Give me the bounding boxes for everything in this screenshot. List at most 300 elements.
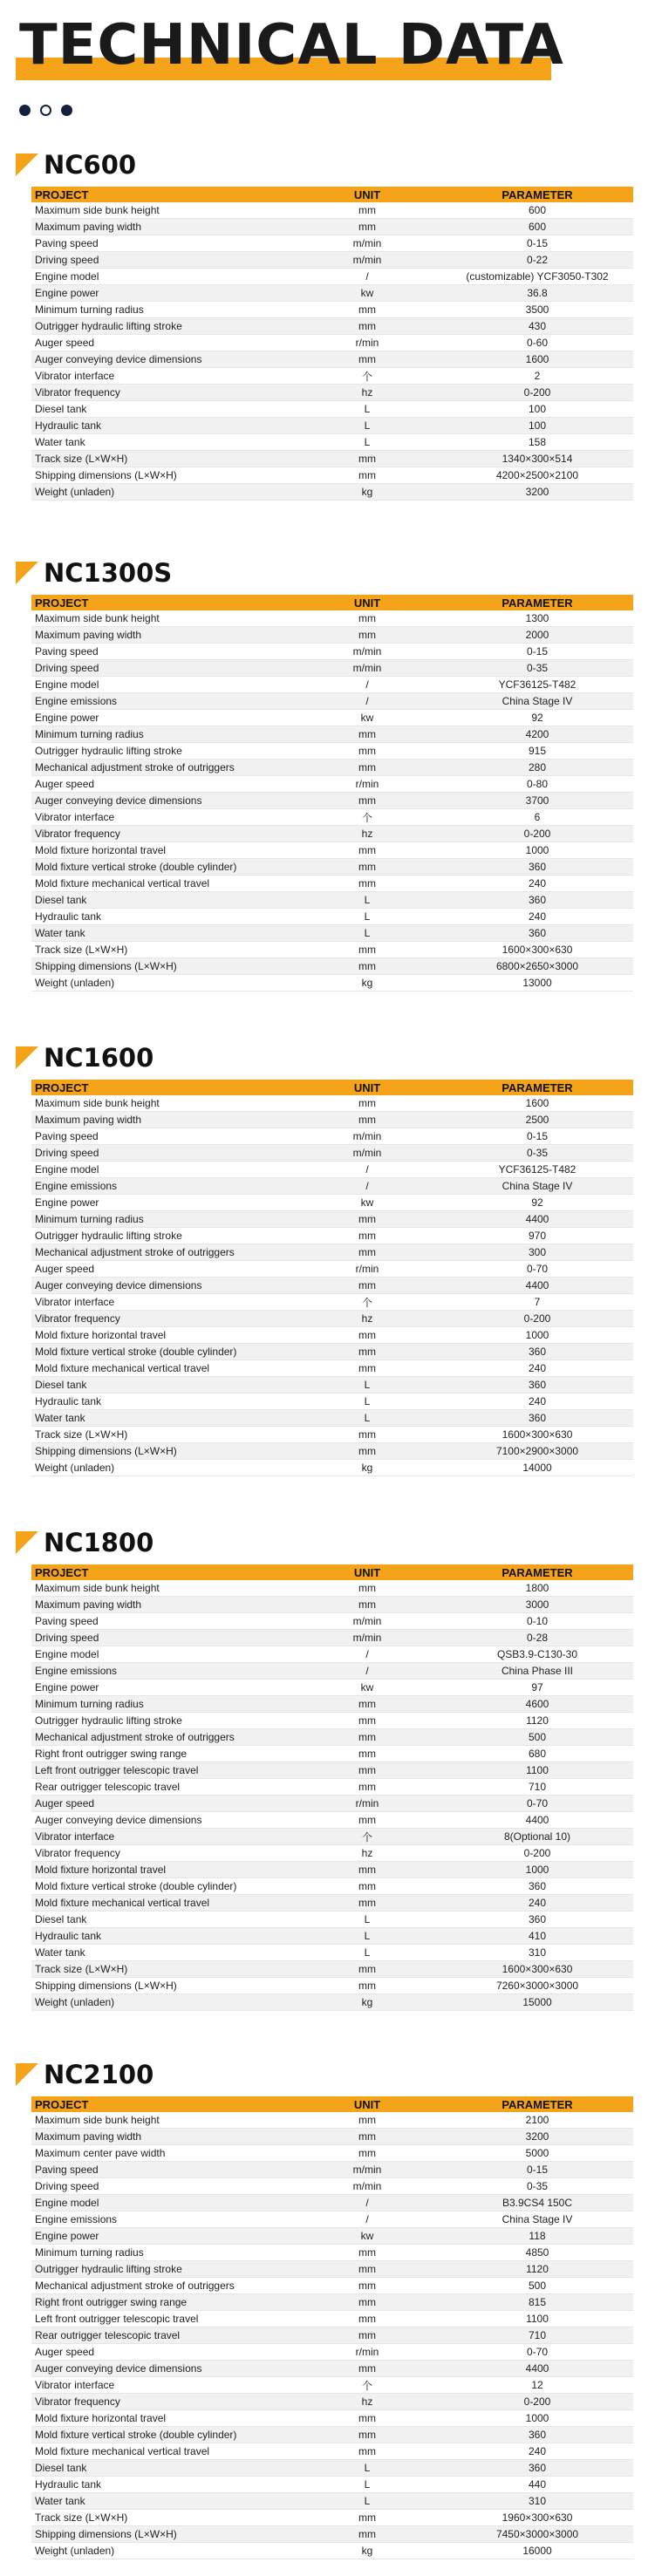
cell-parameter: 100 (441, 418, 633, 434)
table-row (31, 351, 633, 368)
cell-project: Engine power (31, 285, 293, 302)
cell-unit: mm (293, 1597, 441, 1613)
cell-unit: L (293, 925, 441, 942)
cell-project: Shipping dimensions (L×W×H) (31, 467, 293, 484)
table-row (31, 235, 633, 252)
cell-unit: mm (293, 1360, 441, 1377)
cell-project: Hydraulic tank (31, 1394, 293, 1410)
cell-unit: mm (293, 2261, 441, 2278)
cell-parameter: 0-35 (441, 2178, 633, 2195)
table-row (31, 269, 633, 285)
cell-unit: mm (293, 1878, 441, 1895)
cell-project: Diesel tank (31, 401, 293, 418)
table-row (31, 1145, 633, 1162)
cell-project: Outrigger hydraulic lifting stroke (31, 318, 293, 335)
cell-unit: L (293, 1928, 441, 1945)
table-row (31, 842, 633, 859)
table-row (31, 1162, 633, 1178)
table-row (31, 1377, 633, 1394)
cell-unit: kw (293, 710, 441, 726)
cell-parameter: 240 (441, 1895, 633, 1912)
cell-project: Minimum turning radius (31, 1211, 293, 1228)
cell-parameter: 13000 (441, 975, 633, 992)
cell-parameter: 1100 (441, 1762, 633, 1779)
cell-unit: 个 (293, 809, 441, 826)
cell-unit: m/min (293, 1613, 441, 1630)
table-row (31, 401, 633, 418)
cell-unit: / (293, 2211, 441, 2228)
cell-parameter: 240 (441, 1360, 633, 1377)
cell-project: Maximum paving width (31, 219, 293, 235)
table-row (31, 2410, 633, 2427)
cell-unit: mm (293, 219, 441, 235)
table-row (31, 202, 633, 219)
model-heading (0, 2058, 655, 2091)
header-unit: UNIT (293, 1564, 441, 1580)
cell-project: Maximum paving width (31, 627, 293, 644)
cell-parameter: 3700 (441, 793, 633, 809)
cell-unit: / (293, 269, 441, 285)
cell-project: Auger speed (31, 2344, 293, 2361)
cell-project: Track size (L×W×H) (31, 451, 293, 467)
cell-unit: / (293, 1162, 441, 1178)
header-project: PROJECT (31, 2096, 293, 2112)
table-header-row (31, 2096, 633, 2112)
cell-parameter: 1960×300×630 (441, 2510, 633, 2526)
cell-project: Weight (unladen) (31, 2543, 293, 2559)
cell-unit: mm (293, 1228, 441, 1244)
cell-unit: kw (293, 1680, 441, 1696)
cell-project: Engine power (31, 2228, 293, 2245)
cell-parameter: 3500 (441, 302, 633, 318)
table-row (31, 677, 633, 693)
table-row (31, 2394, 633, 2410)
cell-parameter: 2 (441, 368, 633, 385)
model-name: NC2100 (44, 2060, 154, 2089)
table-row (31, 302, 633, 318)
table-row (31, 1211, 633, 1228)
table-row (31, 385, 633, 401)
cell-parameter: 0-60 (441, 335, 633, 351)
cell-unit: / (293, 677, 441, 693)
table-row (31, 1244, 633, 1261)
cell-project: Mechanical adjustment stroke of outriggers (31, 1729, 293, 1746)
cell-unit: mm (293, 1762, 441, 1779)
cell-unit: mm (293, 610, 441, 627)
table-row (31, 2311, 633, 2327)
cell-parameter: 410 (441, 1928, 633, 1945)
cell-parameter: 6 (441, 809, 633, 826)
cell-unit: mm (293, 1746, 441, 1762)
cell-parameter: 0-200 (441, 2394, 633, 2410)
table-row (31, 2510, 633, 2526)
page-header (0, 0, 655, 131)
cell-parameter: 158 (441, 434, 633, 451)
table-row (31, 644, 633, 660)
table-row (31, 2327, 633, 2344)
cell-parameter: 36.8 (441, 285, 633, 302)
table-row (31, 760, 633, 776)
cell-parameter: (customizable) YCF3050-T302 (441, 269, 633, 285)
table-row (31, 793, 633, 809)
cell-project: Shipping dimensions (L×W×H) (31, 1443, 293, 1460)
cell-project: Maximum paving width (31, 1112, 293, 1128)
cell-project: Maximum paving width (31, 2129, 293, 2145)
dot-3-filled-icon (61, 105, 72, 116)
cell-unit: mm (293, 1427, 441, 1443)
cell-project: Track size (L×W×H) (31, 1427, 293, 1443)
cell-unit: mm (293, 2526, 441, 2543)
cell-project: Mechanical adjustment stroke of outriggers (31, 1244, 293, 1261)
cell-parameter: 360 (441, 1912, 633, 1928)
cell-project: Diesel tank (31, 892, 293, 909)
table-row (31, 1228, 633, 1244)
cell-parameter: 0-200 (441, 1311, 633, 1327)
cell-unit: L (293, 892, 441, 909)
table-row (31, 809, 633, 826)
cell-parameter: 1600×300×630 (441, 942, 633, 958)
cell-project: Auger speed (31, 335, 293, 351)
cell-unit: L (293, 1410, 441, 1427)
cell-project: Vibrator interface (31, 2377, 293, 2394)
cell-project: Mold fixture mechanical vertical travel (31, 876, 293, 892)
cell-parameter: B3.9CS4 150C (441, 2195, 633, 2211)
table-row (31, 1613, 633, 1630)
cell-parameter: 300 (441, 1244, 633, 1261)
cell-project: Minimum turning radius (31, 2245, 293, 2261)
cell-project: Engine model (31, 1646, 293, 1663)
cell-project: Rear outrigger telescopic travel (31, 1779, 293, 1796)
cell-parameter: 1300 (441, 610, 633, 627)
cell-parameter: 0-22 (441, 252, 633, 269)
cell-project: Engine power (31, 1680, 293, 1696)
cell-project: Auger speed (31, 1796, 293, 1812)
cell-parameter: 15000 (441, 1994, 633, 2011)
cell-unit: L (293, 1377, 441, 1394)
cell-project: Engine emissions (31, 2211, 293, 2228)
cell-parameter: 0-35 (441, 660, 633, 677)
cell-unit: kg (293, 2543, 441, 2559)
cell-project: Mechanical adjustment stroke of outriggers (31, 2278, 293, 2294)
corner-triangle-icon (16, 562, 38, 584)
cell-project: Water tank (31, 1945, 293, 1961)
cell-parameter: 240 (441, 1394, 633, 1410)
cell-unit: mm (293, 2327, 441, 2344)
page-title (19, 10, 564, 80)
cell-parameter: 0-200 (441, 826, 633, 842)
cell-project: Maximum side bunk height (31, 1580, 293, 1597)
table-row (31, 1580, 633, 1597)
cell-unit: mm (293, 942, 441, 958)
dot-2-hollow-icon (40, 105, 51, 116)
table-row (31, 1762, 633, 1779)
cell-project: Engine emissions (31, 693, 293, 710)
table-header-row (31, 595, 633, 610)
cell-unit: mm (293, 1895, 441, 1912)
cell-project: Weight (unladen) (31, 975, 293, 992)
cell-parameter: 360 (441, 1344, 633, 1360)
cell-unit: m/min (293, 252, 441, 269)
cell-parameter: 92 (441, 1195, 633, 1211)
cell-unit: mm (293, 1327, 441, 1344)
table-row (31, 958, 633, 975)
table-row (31, 1746, 633, 1762)
table-row (31, 1845, 633, 1862)
cell-unit: hz (293, 826, 441, 842)
cell-project: Paving speed (31, 644, 293, 660)
cell-parameter: 915 (441, 743, 633, 760)
model-name: NC1800 (44, 1528, 154, 1557)
table-row (31, 627, 633, 644)
cell-project: Mold fixture mechanical vertical travel (31, 2443, 293, 2460)
cell-parameter: 4200×2500×2100 (441, 467, 633, 484)
table-row (31, 693, 633, 710)
cell-project: Outrigger hydraulic lifting stroke (31, 1713, 293, 1729)
cell-parameter: 0-10 (441, 1613, 633, 1630)
corner-triangle-icon (16, 2063, 38, 2086)
cell-unit: m/min (293, 235, 441, 252)
table-row (31, 484, 633, 501)
cell-parameter: China Phase III (441, 1663, 633, 1680)
cell-parameter: 240 (441, 2443, 633, 2460)
table-row (31, 1410, 633, 1427)
cell-unit: mm (293, 2145, 441, 2162)
cell-project: Vibrator interface (31, 1829, 293, 1845)
table-row (31, 1945, 633, 1961)
cell-unit: mm (293, 1862, 441, 1878)
cell-project: Water tank (31, 2493, 293, 2510)
cell-unit: 个 (293, 1294, 441, 1311)
table-row (31, 660, 633, 677)
table-row (31, 467, 633, 484)
cell-unit: mm (293, 2361, 441, 2377)
cell-parameter: China Stage IV (441, 2211, 633, 2228)
cell-project: Vibrator frequency (31, 826, 293, 842)
cell-parameter: 360 (441, 892, 633, 909)
cell-unit: mm (293, 2510, 441, 2526)
table-row (31, 1630, 633, 1646)
cell-unit: mm (293, 760, 441, 776)
table-row (31, 1680, 633, 1696)
table-row (31, 1646, 633, 1663)
cell-parameter: 100 (441, 401, 633, 418)
cell-project: Mold fixture horizontal travel (31, 1862, 293, 1878)
table-row (31, 743, 633, 760)
cell-project: Mold fixture horizontal travel (31, 842, 293, 859)
cell-project: Shipping dimensions (L×W×H) (31, 2526, 293, 2543)
cell-parameter: 430 (441, 318, 633, 335)
cell-unit: hz (293, 1311, 441, 1327)
table-row (31, 2195, 633, 2211)
cell-unit: mm (293, 1580, 441, 1597)
table-row (31, 2129, 633, 2145)
table-row (31, 2211, 633, 2228)
model-name: NC600 (44, 150, 137, 180)
cell-parameter: 710 (441, 2327, 633, 2344)
cell-parameter: 1100 (441, 2311, 633, 2327)
cell-parameter: 14000 (441, 1460, 633, 1476)
cell-unit: hz (293, 385, 441, 401)
table-row (31, 1344, 633, 1360)
cell-parameter: 0-200 (441, 385, 633, 401)
cell-parameter: 4400 (441, 1211, 633, 1228)
cell-parameter: 500 (441, 2278, 633, 2294)
table-row (31, 1862, 633, 1878)
cell-unit: mm (293, 351, 441, 368)
cell-project: Driving speed (31, 1630, 293, 1646)
model-section-0 (0, 148, 655, 498)
cell-unit: mm (293, 2112, 441, 2129)
cell-project: Driving speed (31, 252, 293, 269)
cell-parameter: 4400 (441, 1812, 633, 1829)
cell-parameter: 710 (441, 1779, 633, 1796)
cell-unit: hz (293, 1845, 441, 1862)
table-row (31, 1278, 633, 1294)
cell-project: Left front outrigger telescopic travel (31, 1762, 293, 1779)
cell-unit: r/min (293, 1796, 441, 1812)
corner-triangle-icon (16, 1531, 38, 1554)
cell-parameter: 4400 (441, 1278, 633, 1294)
cell-project: Water tank (31, 925, 293, 942)
cell-project: Engine emissions (31, 1663, 293, 1680)
cell-project: Engine power (31, 1195, 293, 1211)
cell-project: Left front outrigger telescopic travel (31, 2311, 293, 2327)
table-row (31, 2278, 633, 2294)
cell-unit: 个 (293, 2377, 441, 2394)
cell-parameter: 815 (441, 2294, 633, 2311)
cell-parameter: 7 (441, 1294, 633, 1311)
cell-unit: mm (293, 2129, 441, 2145)
cell-project: Rear outrigger telescopic travel (31, 2327, 293, 2344)
table-row (31, 859, 633, 876)
cell-project: Paving speed (31, 1128, 293, 1145)
table-row (31, 368, 633, 385)
cell-parameter: 310 (441, 1945, 633, 1961)
cell-project: Engine model (31, 1162, 293, 1178)
cell-parameter: 1000 (441, 842, 633, 859)
table-row (31, 2145, 633, 2162)
cell-unit: m/min (293, 644, 441, 660)
cell-unit: L (293, 2493, 441, 2510)
cell-unit: mm (293, 2427, 441, 2443)
table-row (31, 2112, 633, 2129)
cell-unit: mm (293, 2410, 441, 2427)
header-project: PROJECT (31, 187, 293, 202)
cell-parameter: 360 (441, 925, 633, 942)
cell-unit: mm (293, 451, 441, 467)
cell-parameter: 3000 (441, 1597, 633, 1613)
cell-project: Track size (L×W×H) (31, 942, 293, 958)
corner-triangle-icon (16, 153, 38, 176)
cell-parameter: 4600 (441, 1696, 633, 1713)
cell-project: Weight (unladen) (31, 1994, 293, 2011)
table-row (31, 1928, 633, 1945)
table-row (31, 1994, 633, 2011)
cell-parameter: 0-70 (441, 1796, 633, 1812)
cell-parameter: 4400 (441, 2361, 633, 2377)
table-row (31, 1427, 633, 1443)
cell-project: Hydraulic tank (31, 909, 293, 925)
table-row (31, 2443, 633, 2460)
cell-unit: mm (293, 202, 441, 219)
cell-parameter: 0-70 (441, 2344, 633, 2361)
table-row (31, 2245, 633, 2261)
cell-project: Mold fixture horizontal travel (31, 1327, 293, 1344)
table-row (31, 1327, 633, 1344)
cell-project: Minimum turning radius (31, 1696, 293, 1713)
cell-unit: / (293, 1178, 441, 1195)
cell-parameter: 600 (441, 202, 633, 219)
cell-project: Mold fixture vertical stroke (double cylinder) (31, 1878, 293, 1895)
cell-unit: L (293, 2477, 441, 2493)
cell-parameter: QSB3.9-C130-30 (441, 1646, 633, 1663)
cell-unit: mm (293, 1696, 441, 1713)
cell-parameter: 97 (441, 1680, 633, 1696)
cell-parameter: 970 (441, 1228, 633, 1244)
table-row (31, 2477, 633, 2493)
cell-parameter: 1340×300×514 (441, 451, 633, 467)
cell-parameter: 3200 (441, 484, 633, 501)
cell-parameter: 240 (441, 876, 633, 892)
cell-parameter: 16000 (441, 2543, 633, 2559)
cell-parameter: YCF36125-T482 (441, 677, 633, 693)
table-row (31, 1460, 633, 1476)
cell-unit: mm (293, 1729, 441, 1746)
cell-parameter: 360 (441, 1878, 633, 1895)
table-row (31, 776, 633, 793)
table-row (31, 1978, 633, 1994)
cell-project: Track size (L×W×H) (31, 1961, 293, 1978)
cell-project: Engine model (31, 269, 293, 285)
cell-parameter: 7100×2900×3000 (441, 1443, 633, 1460)
cell-unit: mm (293, 1344, 441, 1360)
table-row (31, 285, 633, 302)
model-heading (0, 556, 655, 589)
table-row (31, 1178, 633, 1195)
cell-parameter: 2000 (441, 627, 633, 644)
cell-project: Vibrator frequency (31, 385, 293, 401)
cell-project: Driving speed (31, 1145, 293, 1162)
table-row (31, 1779, 633, 1796)
cell-parameter: 0-15 (441, 2162, 633, 2178)
cell-unit: 个 (293, 1829, 441, 1845)
cell-unit: mm (293, 859, 441, 876)
cell-unit: mm (293, 318, 441, 335)
table-row (31, 975, 633, 992)
cell-parameter: 7260×3000×3000 (441, 1978, 633, 1994)
header-unit: UNIT (293, 1080, 441, 1095)
table-row (31, 2294, 633, 2311)
cell-parameter: China Stage IV (441, 1178, 633, 1195)
table-row (31, 1829, 633, 1845)
model-section-4 (0, 2058, 655, 2557)
cell-project: Paving speed (31, 2162, 293, 2178)
cell-project: Weight (unladen) (31, 1460, 293, 1476)
cell-project: Auger conveying device dimensions (31, 1278, 293, 1294)
table-row (31, 1443, 633, 1460)
cell-project: Water tank (31, 1410, 293, 1427)
table-row (31, 892, 633, 909)
cell-unit: / (293, 1663, 441, 1680)
cell-unit: mm (293, 2443, 441, 2460)
cell-parameter: 3200 (441, 2129, 633, 2145)
cell-unit: mm (293, 743, 441, 760)
cell-parameter: 240 (441, 909, 633, 925)
table-row (31, 2460, 633, 2477)
cell-parameter: 0-15 (441, 644, 633, 660)
table-row (31, 2344, 633, 2361)
cell-parameter: 1000 (441, 2410, 633, 2427)
